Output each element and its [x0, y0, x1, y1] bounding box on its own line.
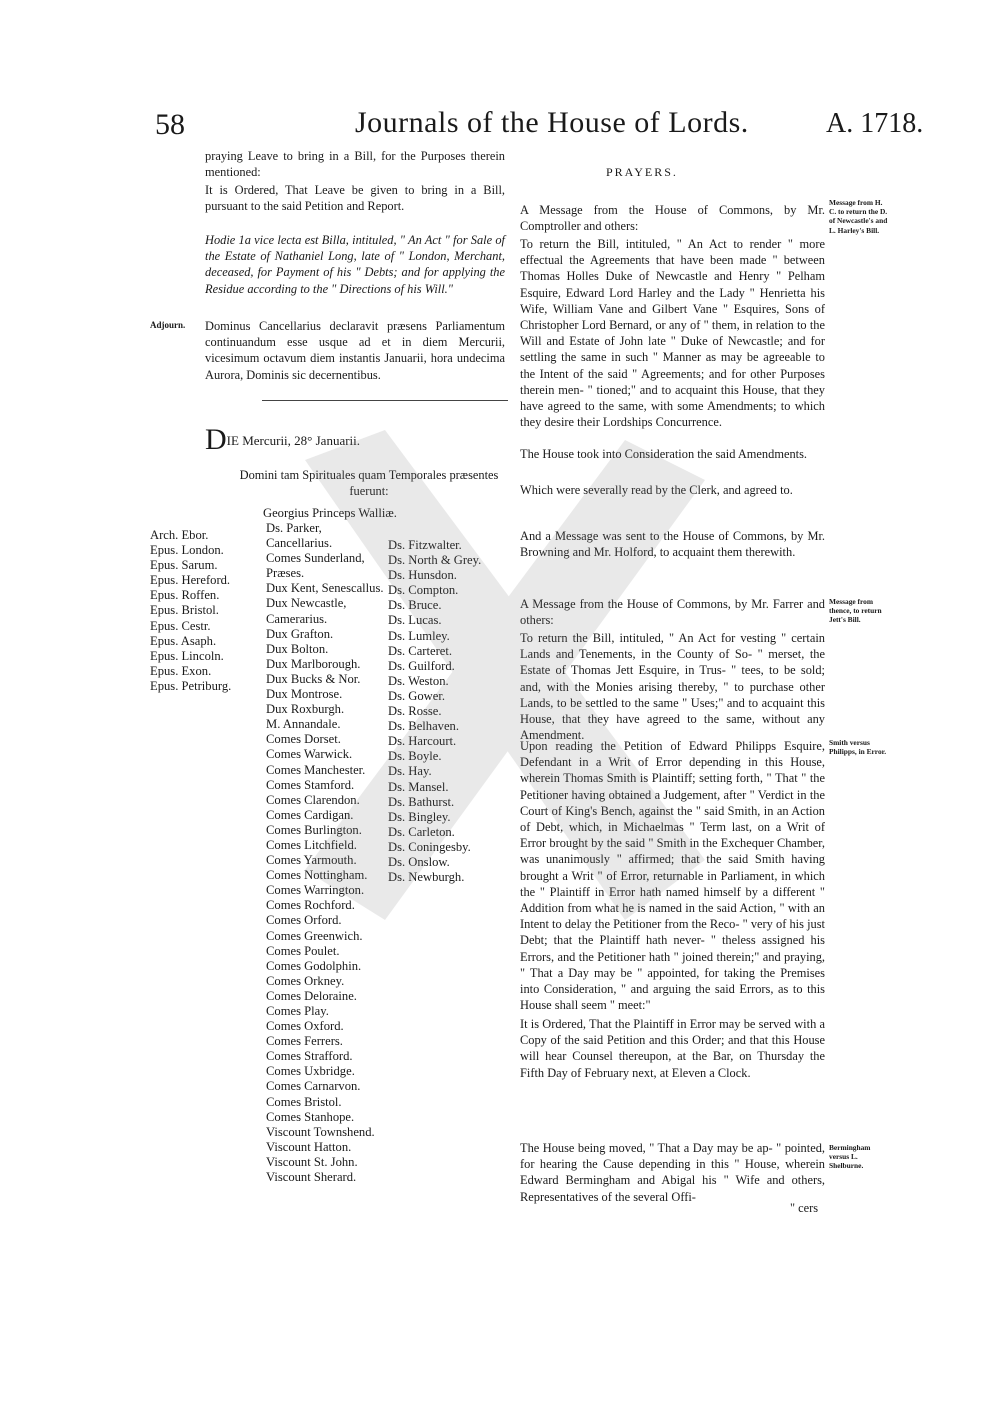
temporal-lord-item: Ds. Rosse. [388, 704, 442, 719]
temporal-lord-item: Viscount St. John. [266, 1154, 358, 1169]
temporal-lord-item: Comes Stanhope. [266, 1109, 355, 1124]
temporal-lord-item: Dux Marlborough. [266, 656, 361, 671]
temporal-lord-item: Comes Godolphin. [266, 958, 362, 973]
temporal-lord-item: Comes Play. [266, 1004, 329, 1018]
spiritual-lord-item: Epus. London. [150, 543, 224, 558]
temporal-lord-item: Dux Roxburgh. [266, 702, 345, 717]
temporal-lord-item: Ds. Bruce. [388, 598, 442, 613]
temporal-lord-item: Comes Ferrers. [266, 1034, 343, 1049]
prince-line: Georgius Princeps Walliæ. [263, 506, 397, 520]
temporal-lords-list-b [388, 538, 500, 885]
temporal-lord-item: Comes Strafford. [266, 1049, 353, 1064]
temporal-lord-item: Ds. Carleton. [388, 824, 455, 839]
temporal-lord-item: Ds. Coningesby. [388, 839, 471, 854]
temporal-lord-item: Ds. Gower. [388, 688, 446, 703]
temporal-lord-item: Ds. Bingley. [388, 809, 451, 824]
temporal-lord-item: Ds. Parker, Cancellarius. [266, 521, 333, 551]
temporal-lord-item: Ds. Mansel. [388, 779, 449, 794]
page-number: 58 [155, 108, 185, 141]
message-1-intro: A Message from the House of Commons, by Mr. Comptroller and others: [520, 203, 825, 234]
message-2-body: To return the Bill, intituled, " An Act for vesting " certain Lands and Tenements, in the County of So- " merset, the Estate of Thomas Jett Esquire, in Trus- " tees, to be sold; and, with the Monies arising thereby, " to purchase other Lands, to be settled to the same " Uses;" and to acquaint this House, that they have agreed to the same, without any Amendment. [520, 631, 825, 743]
temporal-lord-item: Comes Litchfield. [266, 837, 357, 852]
temporal-lord-item: Comes Stamford. [266, 777, 355, 792]
temporal-lord-item: Comes Uxbridge. [266, 1064, 355, 1079]
margin-note-smith-philipps: Smith versus Philipps, in Error. [829, 738, 887, 757]
margin-note-message-1: Message from H. C. to return the D. of Newcastle's and L. Harley's Bill. [829, 198, 888, 235]
temporal-lord-item: Dux Newcastle, Camerarius. [266, 596, 347, 626]
temporal-lord-item: Comes Dorset. [266, 732, 341, 747]
temporal-lord-item: Ds. Hay. [388, 764, 432, 779]
message-1-body: To return the Bill, intituled, " An Act to render " more effectual the Agreements that have been made " between Thomas Holles Duke of Newcastle and Henry " Pelham Esquire, Edward Lord Harley and the Lady " Henrietta his Wife, William Vane and Gilbert Vane " Esquires, Sons of Christopher Lord Bernard, or any of " them, in relation to the Will and Estate of John late " Duke of Newcastle; and for settling the same in such " Manner as may be agreeable to the Intent of the said " Agreements; and for other Purposes therein men- " tioned;" and to acquaint this House, that they have agreed to the same, with some Amendments; to which they desire their Lordships Concurrence. [520, 237, 825, 430]
temporal-lord-item: Comes Sunderland, Præses. [266, 551, 365, 581]
margin-note-message-2: Message from thence, to return Jett's Bill. [829, 597, 882, 625]
temporal-lord-item: Ds. Belhaven. [388, 719, 459, 734]
spiritual-lord-item: Epus. Hereford. [150, 573, 231, 588]
motion-bermingham: The House being moved, " That a Day may be ap- " pointed, for hearing the Cause depending in this " House, wherein Edward Bermingham and Abigal his " Wife and others, Representatives of the several Offi- [520, 1141, 825, 1204]
temporal-lord-item: Comes Manchester. [266, 762, 366, 777]
spiritual-lord-item: Epus. Petriburg. [150, 678, 232, 693]
left-para-ordered: It is Ordered, That Leave be given to bring in a Bill, pursuant to the said Petition and Report. [205, 183, 505, 214]
catchword: " cers [790, 1201, 819, 1215]
temporal-lord-item: Comes Orford. [266, 913, 342, 928]
spiritual-lord-item: Epus. Asaph. [150, 633, 217, 648]
domini-heading: Domini tam Spirituales quam Temporales præsentes fuerunt: [239, 468, 499, 499]
amendments-agreed: Which were severally read by the Clerk, and agreed to. [520, 483, 793, 497]
temporal-lord-item: Ds. Carteret. [388, 643, 452, 658]
spiritual-lord-item: Epus. Roffen. [150, 588, 220, 603]
temporal-lord-item: Dux Montrose. [266, 687, 343, 702]
page-title: Journals of the House of Lords. [355, 106, 749, 139]
temporal-lord-item: Ds. North & Grey. [388, 553, 482, 568]
temporal-lord-item: Ds. Bathurst. [388, 794, 455, 809]
petition-philipps: Upon reading the Petition of Edward Philipps Esquire, Defendant in a Writ of Error depending in this House, wherein Thomas Smith is Plaintiff; setting forth, " That " the Petitioner having obtained a Judgement, after " Verdict in the Court of King's Bench, against the " said Smith, in an Action of Debt, which, in Michaelmas " Term last, on a Writ of Error brought by the said " Smith in the Exchequer Chamber, was unanimously " affirmed; that the said Smith having brought a Writ " of Error, returnable in Parliament, in which the " Plaintiff in Error hath named himself by a different " Addition from what he is named in the said Action, " with an Intent to delay the Petitioner from the Reco- " very of his just Debt; that the Plaintiff hath never- " theless assigned his Errors, and the Petitioner hath " joined therein;" and praying, " That a Day may be " appointed, for taking the Premises into Consideration, " and arguing the said Errors, as to this House shall seem " meet:" [520, 739, 825, 1013]
temporal-lord-item: Ds. Lumley. [388, 628, 450, 643]
temporal-lord-item: Dux Grafton. [266, 626, 334, 641]
temporal-lord-item: Ds. Weston. [388, 673, 449, 688]
temporal-lord-item: Ds. Fitzwalter. [388, 538, 462, 552]
temporal-lord-item: Ds. Guilford. [388, 658, 455, 673]
page-year: A. 1718. [826, 108, 924, 139]
amendments-considered: The House took into Consideration the said Amendments. [520, 447, 808, 461]
spiritual-lord-item: Epus. Sarum. [150, 558, 218, 573]
left-para-adjourn: Dominus Cancellarius declaravit præsens Parliamentum continuandum esse usque ad et in diem Mercurii, vicesimum octavum diem instantis Januarii, hora undecima Aurora, Dominis sic decernentibus. [205, 319, 505, 382]
temporal-lord-item: Comes Greenwich. [266, 928, 363, 943]
temporal-lord-item: Comes Oxford. [266, 1019, 344, 1034]
temporal-lord-item: Ds. Boyle. [388, 749, 442, 764]
temporal-lord-item: Comes Rochford. [266, 898, 355, 913]
temporal-lord-item: Comes Bristol. [266, 1094, 342, 1109]
order-counsel: It is Ordered, That the Plaintiff in Error may be served with a Copy of the said Petition and this Order; and that this House will hear Counsel thereupon, at the Bar, on Thursday the Fifth Day of February next, at Eleven a Clock. [520, 1017, 825, 1080]
temporal-lord-item: Ds. Harcourt. [388, 734, 457, 749]
margin-note-adjourn: Adjourn. [150, 320, 186, 330]
temporal-lord-item: Comes Cardigan. [266, 807, 354, 822]
message-2-intro: A Message from the House of Commons, by Mr. Farrer and others: [520, 597, 825, 628]
spiritual-lord-item: Epus. Exon. [150, 663, 212, 678]
temporal-lord-item: Comes Nottingham. [266, 868, 368, 883]
temporal-lord-item: M. Annandale. [266, 717, 341, 732]
temporal-lord-item: Viscount Townshend. [266, 1124, 375, 1139]
temporal-lord-item: Ds. Compton. [388, 583, 459, 598]
spiritual-lord-item: Epus. Lincoln. [150, 648, 224, 663]
prayers-heading: PRAYERS. [606, 165, 678, 179]
drop-cap: D [205, 423, 227, 456]
spiritual-lord-item: Arch. Ebor. [150, 528, 209, 542]
temporal-lord-item: Ds. Onslow. [388, 854, 450, 869]
temporal-lord-item: Dux Bolton. [266, 641, 329, 656]
message-sent: And a Message was sent to the House of Commons, by Mr. Browning and Mr. Holford, to acquaint them therewith. [520, 529, 825, 560]
margin-note-bermingham: Bermingham versus L. Shelburne. [829, 1143, 871, 1171]
spiritual-lord-item: Epus. Cestr. [150, 618, 211, 633]
left-para-hodie: Hodie 1a vice lecta est Billa, intituled, " An Act " for Sale of the Estate of Nathaniel Long, late of " London, Merchant, deceased, for Payment of his " Debts; and for applying the Residue according to the " Directions of his Will." [205, 233, 505, 296]
temporal-lord-item: Dux Kent, Senescallus. [266, 581, 384, 596]
left-para-praying: praying Leave to bring in a Bill, for the Purposes therein mentioned: [205, 149, 505, 180]
temporal-lord-item: Ds. Hunsdon. [388, 568, 457, 583]
temporal-lord-item: Viscount Sherard. [266, 1170, 357, 1185]
spiritual-lord-item: Epus. Bristol. [150, 603, 219, 618]
sitting-date-text: IE Mercurii, 28° Januarii. [226, 433, 361, 448]
temporal-lord-item: Viscount Hatton. [266, 1139, 352, 1154]
temporal-lord-item: Comes Burlington. [266, 822, 362, 837]
temporal-lord-item: Comes Poulet. [266, 943, 340, 958]
temporal-lord-item: Comes Clarendon. [266, 792, 360, 807]
temporal-lord-item: Ds. Lucas. [388, 613, 442, 628]
spiritual-lords-list [150, 528, 258, 694]
temporal-lord-item: Comes Deloraine. [266, 988, 357, 1003]
temporal-lord-item: Comes Warrington. [266, 883, 365, 898]
temporal-lord-item: Dux Bucks & Nor. [266, 671, 361, 686]
temporal-lord-item: Ds. Newburgh. [388, 870, 465, 885]
temporal-lord-item: Comes Carnarvon. [266, 1079, 361, 1094]
temporal-lords-list-a [266, 521, 384, 1185]
sitting-date [205, 423, 361, 456]
section-divider [262, 400, 508, 401]
temporal-lord-item: Comes Warwick. [266, 747, 353, 762]
temporal-lord-item: Comes Yarmouth. [266, 853, 357, 868]
temporal-lord-item: Comes Orkney. [266, 973, 345, 988]
